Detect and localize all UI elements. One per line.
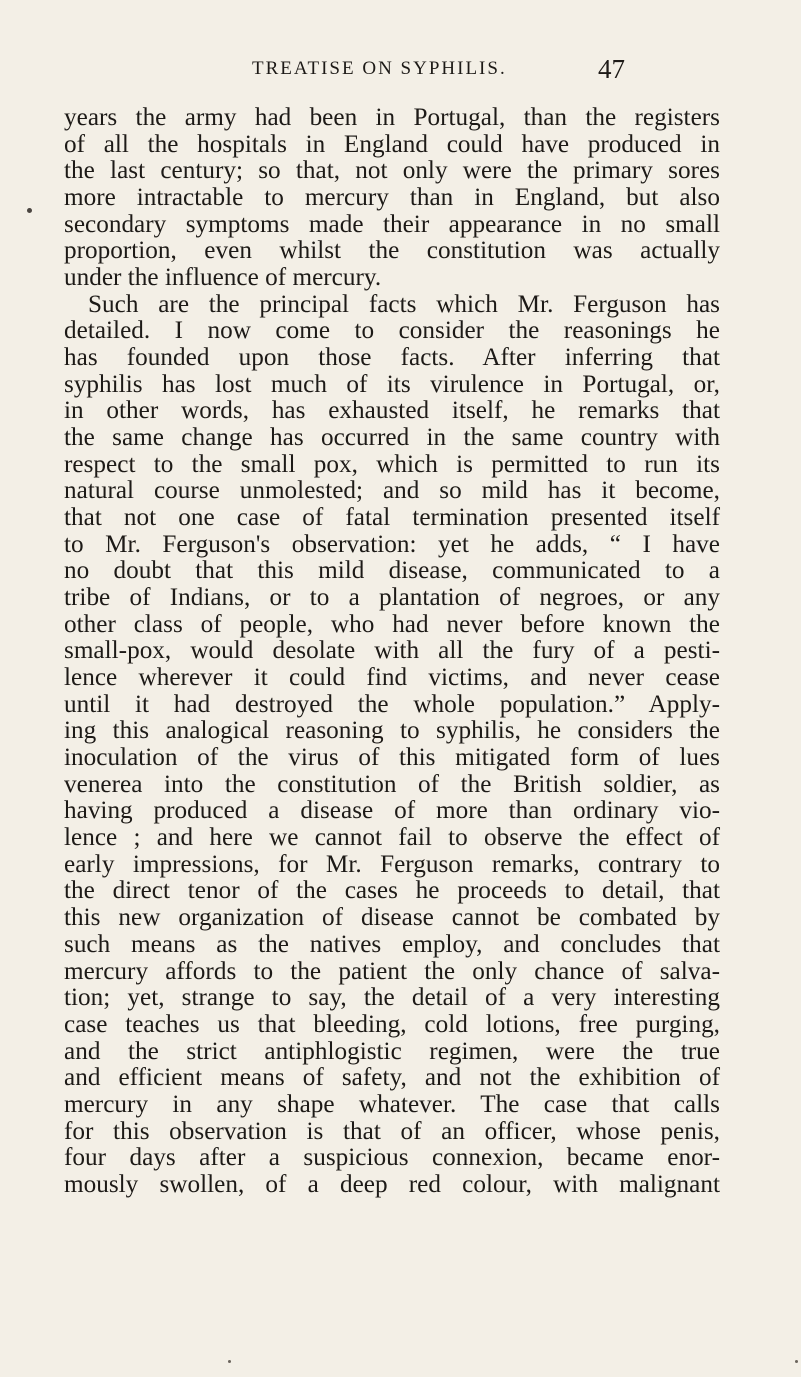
text-line: early impressions, for Mr. Ferguson remarks, contrary to [64, 850, 720, 878]
text-line: proportion, even whilst the constitution was actually [64, 237, 720, 265]
text-line: and the strict antiphlogistic regimen, were the true [64, 1037, 720, 1065]
text-line: small-pox, would desolate with all the fury of a pesti- [64, 637, 720, 665]
text-line: having produced a disease of more than ordinary vio- [64, 797, 720, 825]
running-head [0, 54, 801, 86]
text-line: has founded upon those facts. After inferring that [64, 344, 720, 372]
text-line: of all the hospitals in England could have produced in [64, 130, 720, 158]
text-line: natural course unmolested; and so mild has it become, [64, 477, 720, 505]
text-line: detailed. I now come to consider the reasonings he [64, 317, 720, 345]
text-line: lence ; and here we cannot fail to observe the effect of [64, 824, 720, 852]
text-line: Such are the principal facts which Mr. Ferguson has [88, 290, 720, 318]
text-line: other class of people, who had never before known the [64, 610, 720, 638]
running-head-title: TREATISE ON SYPHILIS. [252, 58, 507, 79]
text-line: secondary symptoms made their appearance in no small [64, 210, 720, 238]
text-line: more intractable to mercury than in England, but also [64, 184, 720, 212]
text-line: years the army had been in Portugal, than the registers [64, 104, 720, 131]
text-line: under the influence of mercury. [64, 264, 382, 292]
page-speck [228, 1360, 231, 1363]
text-line: respect to the small pox, which is permitted to run its [64, 450, 720, 478]
text-line: the direct tenor of the cases he proceeds to detail, that [64, 877, 720, 905]
text-line: that not one case of fatal termination presented itself [64, 504, 720, 532]
text-line: mously swollen, of a deep red colour, with malignant [64, 1170, 720, 1198]
text-line: in other words, has exhausted itself, he remarks that [64, 397, 720, 425]
text-line: mercury in any shape whatever. The case that calls [64, 1090, 720, 1118]
text-line: and efficient means of safety, and not the exhibition of [64, 1064, 720, 1092]
page-speck [795, 1360, 798, 1363]
text-line: four days after a suspicious connexion, became enor- [64, 1144, 720, 1172]
text-line: for this observation is that of an officer, whose penis, [64, 1117, 720, 1145]
text-line: inoculation of the virus of this mitigated form of lues [64, 744, 720, 772]
text-line: to Mr. Ferguson's observation: yet he adds, “ I have [64, 530, 720, 558]
text-line: the last century; so that, not only were the primary sores [64, 157, 720, 185]
text-line: mercury affords to the patient the only chance of salva- [64, 957, 720, 985]
text-line: until it had destroyed the whole population.” Apply- [64, 690, 720, 718]
text-line: the same change has occurred in the same country with [64, 424, 720, 452]
text-line: venerea into the constitution of the British soldier, as [64, 770, 720, 798]
text-line: no doubt that this mild disease, communicated to a [64, 557, 720, 585]
margin-mark [27, 208, 32, 213]
text-line: ing this analogical reasoning to syphilis, he considers the [64, 717, 720, 745]
text-line: syphilis has lost much of its virulence in Portugal, or, [64, 370, 720, 398]
text-line: such means as the natives employ, and concludes that [64, 930, 720, 958]
page-number: 47 [598, 54, 625, 84]
text-line: tribe of Indians, or to a plantation of negroes, or any [64, 584, 720, 612]
text-line: lence wherever it could find victims, and never cease [64, 664, 720, 692]
text-line: case teaches us that bleeding, cold lotions, free purging, [64, 1010, 720, 1038]
text-line: this new organization of disease cannot be combated by [64, 904, 720, 932]
text-line: tion; yet, strange to say, the detail of a very interesting [64, 984, 720, 1012]
body-text [64, 105, 720, 1199]
